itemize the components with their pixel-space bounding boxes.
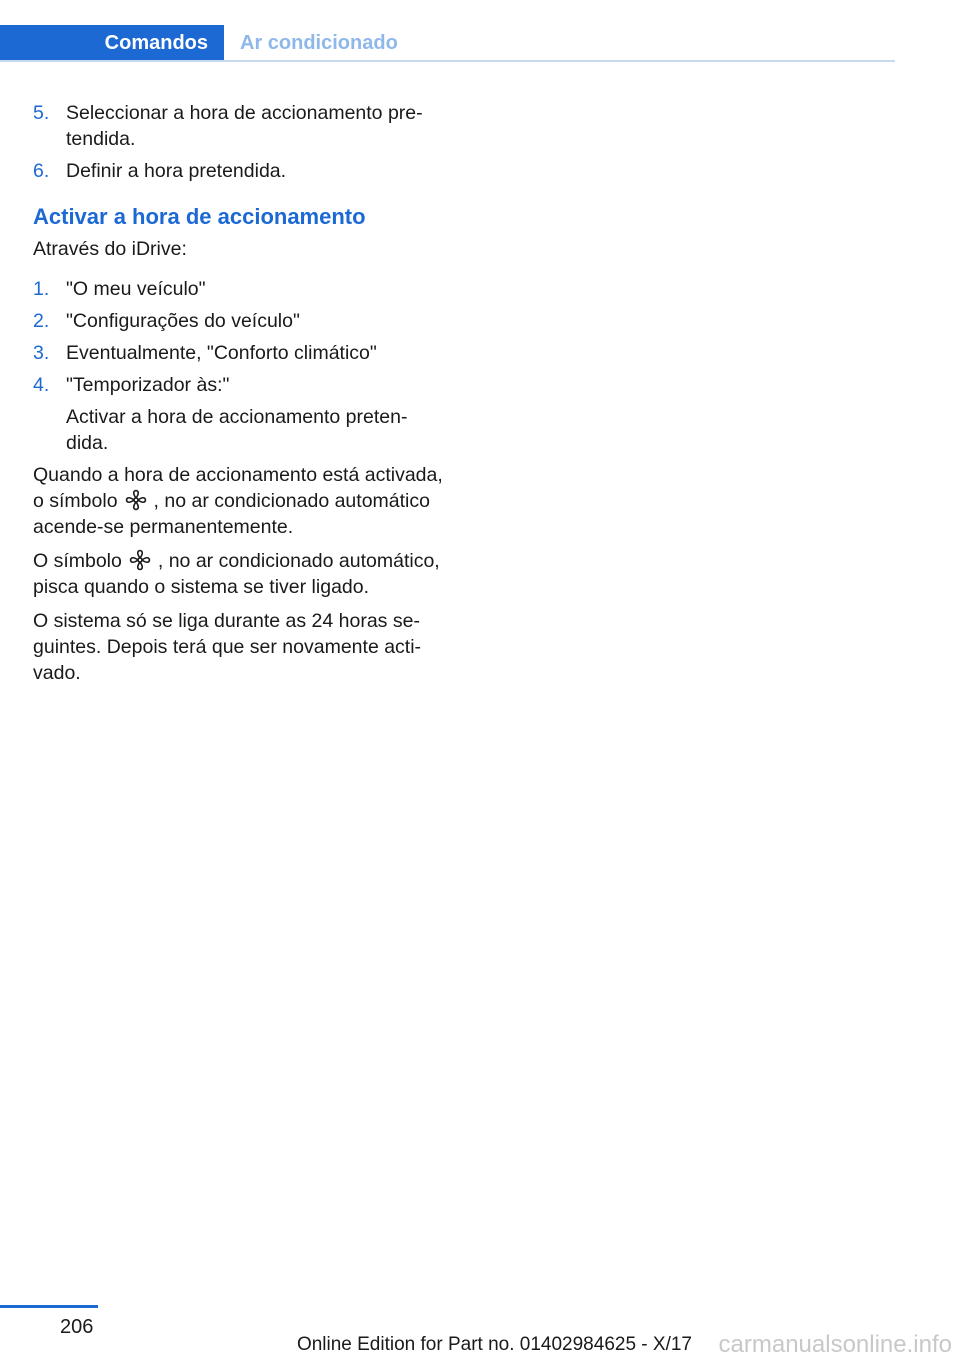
fan-icon: [124, 488, 148, 512]
paragraph-symbol-on: [33, 462, 453, 540]
step-item: [33, 100, 453, 152]
page-content: [33, 100, 453, 694]
step-text: Eventualmente, "Conforto climático": [66, 342, 377, 364]
step-number: 1.: [33, 278, 50, 300]
step-text: "Temporizador às:": [66, 374, 230, 396]
section-tab[interactable]: Ar condicionado: [240, 32, 398, 54]
edition-info: Online Edition for Part no. 01402984625 - X/17: [296, 1334, 692, 1355]
paragraph-symbol-blink: [33, 548, 453, 600]
fan-icon: [128, 548, 152, 572]
paragraph-24h: O sistema só se liga durante as 24 horas se‐ guintes. Depois terá que ser novamente acti‐ vado.: [33, 610, 422, 684]
header-divider: [0, 60, 895, 62]
page-number: 206: [60, 1316, 94, 1338]
footer-divider: [0, 1305, 98, 1308]
step-text: "O meu veículo": [66, 278, 206, 300]
paragraph-text: , no ar condicionado automático, pisca quando o sistema se tiver ligado.: [33, 550, 440, 598]
step-item: [33, 308, 453, 334]
step-item: [33, 340, 453, 366]
step-subtext: Activar a hora de accionamento preten‐ dida.: [66, 406, 408, 454]
paragraph-text: , no ar condicionado automático acende-se permanentemente.: [33, 490, 430, 538]
step-number: 3.: [33, 342, 50, 364]
paragraph-text: Quando a hora de accionamento está activada, o símbolo: [33, 464, 443, 512]
page-header: [0, 0, 960, 62]
step-number: 4.: [33, 374, 50, 396]
step-item: [33, 372, 453, 456]
intro-text: Através do iDrive:: [33, 238, 187, 260]
step-text: Definir a hora pretendida.: [66, 160, 287, 182]
step-item: [33, 158, 453, 184]
step-number: 5.: [33, 102, 50, 124]
step-item: [33, 276, 453, 302]
watermark: carmanualsonline.info: [718, 1331, 952, 1358]
step-text: "Configurações do veículo": [66, 310, 300, 332]
paragraph-text: O símbolo: [33, 550, 122, 572]
step-number: 2.: [33, 310, 50, 332]
step-number: 6.: [33, 160, 50, 182]
idrive-steps: [33, 276, 453, 456]
chapter-tab[interactable]: Comandos: [0, 25, 224, 62]
step-text: Seleccionar a hora de accionamento pre‐ tendida.: [66, 102, 423, 150]
section-heading: Activar a hora de accionamento: [33, 204, 366, 229]
